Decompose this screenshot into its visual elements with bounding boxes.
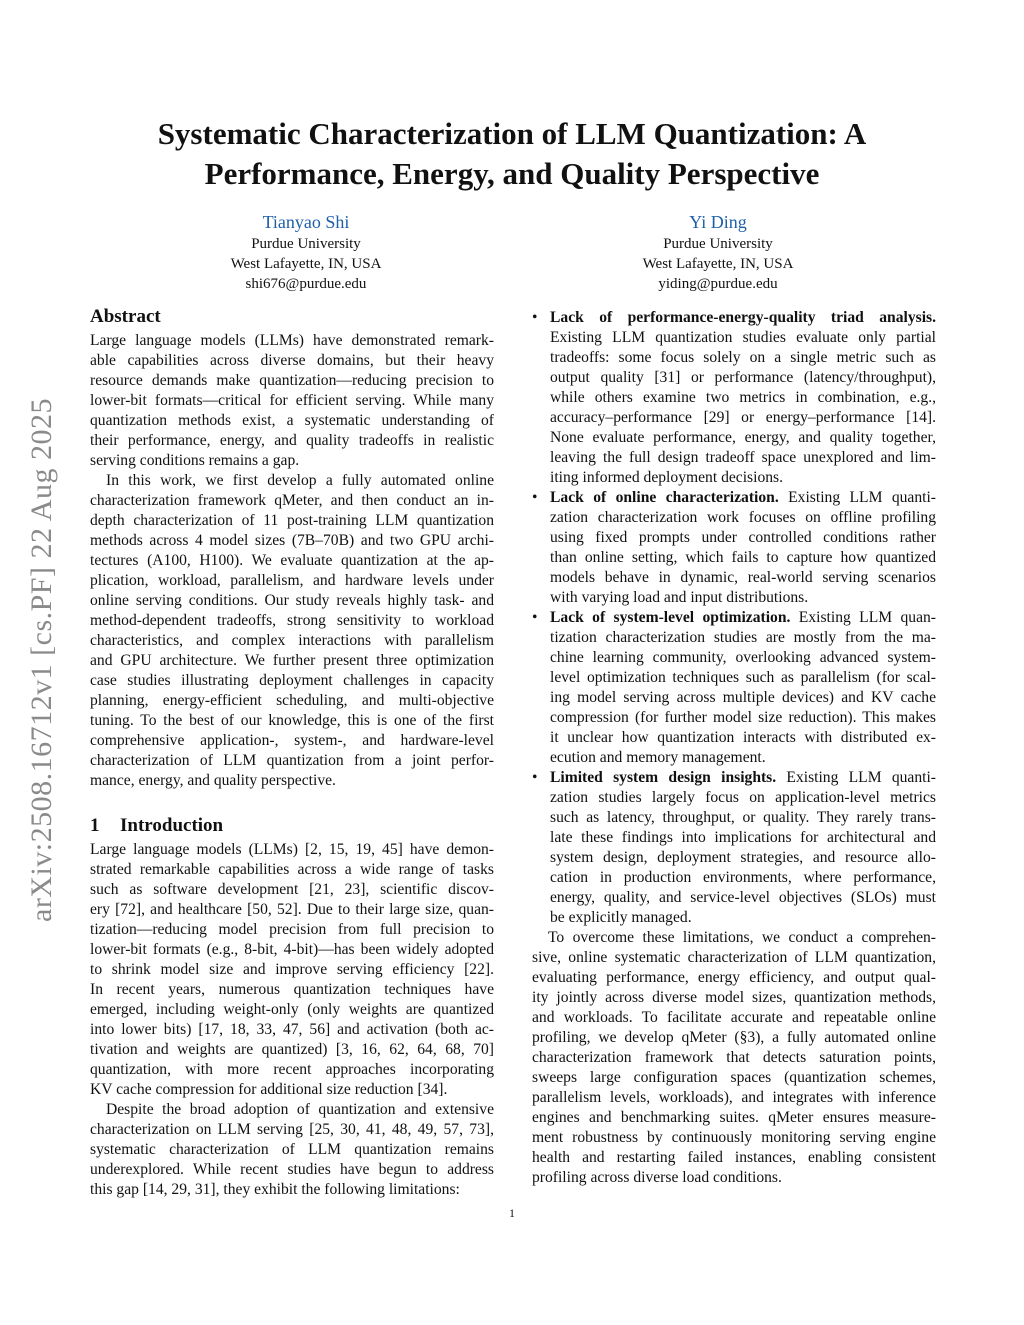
text-line bbox=[532, 668, 936, 688]
author-email: yiding@purdue.edu bbox=[658, 276, 778, 292]
text-line: emerged, including weight-only (only weights are quantized bbox=[90, 1001, 494, 1018]
bullet-text: output quality [31] or performance (latency/throughput), bbox=[550, 369, 936, 386]
text-line bbox=[532, 448, 936, 468]
bullet-text: level optimization techniques such as parallelism (for scal- bbox=[550, 669, 936, 686]
text-line: In recent years, numerous quantization techniques have bbox=[90, 981, 494, 998]
author-block bbox=[568, 210, 868, 294]
text-line: quantization, with more recent approaches incorporating bbox=[90, 1061, 494, 1078]
right-column bbox=[532, 308, 936, 1188]
bullet-icon: • bbox=[532, 489, 538, 506]
text-line: characterization framework qMeter, and then conduct an in- bbox=[90, 492, 494, 509]
text-line: To overcome these limitations, we conduct a comprehen- bbox=[548, 929, 936, 946]
arxiv-identifier: arXiv:2508.16712v1 [cs.PF] 22 Aug 2025 bbox=[25, 398, 58, 922]
text-line: evaluating performance, energy efficiency, and output qual- bbox=[532, 969, 936, 986]
text-line bbox=[532, 528, 936, 548]
text-line: method-dependent tradeoffs, strong sensitivity to workload bbox=[90, 612, 494, 629]
text-line: tuning. To the best of our knowledge, this is one of the first bbox=[90, 712, 494, 729]
text-line bbox=[532, 348, 936, 368]
author-affiliation: Purdue University bbox=[251, 236, 361, 252]
bullet-text: iting informed deployment decisions. bbox=[550, 469, 784, 486]
text-line bbox=[532, 868, 936, 888]
text-line: comprehensive application-, system-, and hardware-level bbox=[90, 732, 494, 749]
author-name[interactable]: Yi Ding bbox=[689, 212, 747, 232]
text-line: such as software development [21, 23], scientific discov- bbox=[90, 881, 494, 898]
bullet-heading: Limited system design insights. bbox=[550, 769, 777, 786]
limitation-bullet-item bbox=[532, 308, 936, 488]
author-location: West Lafayette, IN, USA bbox=[642, 256, 794, 272]
bullet-text: with varying load and input distributions. bbox=[550, 589, 809, 606]
text-line bbox=[532, 628, 936, 648]
bullet-heading: Lack of system-level optimization. bbox=[550, 609, 791, 626]
bullet-icon: • bbox=[532, 309, 538, 326]
bullet-text: tization characterization studies are mostly from the ma- bbox=[550, 629, 936, 646]
text-line: ery [72], and healthcare [50, 52]. Due to their large size, quan- bbox=[90, 901, 494, 918]
bullet-text: Existing LLM quanti- bbox=[778, 489, 937, 506]
bullet-text: cation in production environments, where performance, bbox=[550, 869, 936, 886]
text-line: characteristics, and complex interactions with parallelism bbox=[90, 632, 494, 649]
text-line bbox=[532, 568, 936, 588]
text-line: and workloads. To facilitate accurate and repeatable online bbox=[532, 1009, 936, 1026]
bullet-text: Existing LLM quanti- bbox=[776, 769, 936, 786]
bullet-text: ing model serving across multiple devices) and KV cache bbox=[550, 689, 936, 706]
text-line: KV cache compression for additional size reduction [34]. bbox=[90, 1081, 448, 1098]
bullet-text: it unclear how quantization interacts with distributed ex- bbox=[550, 729, 936, 746]
text-line bbox=[532, 488, 936, 508]
text-line: characterization framework that detects saturation points, bbox=[532, 1049, 936, 1066]
text-line: In this work, we first develop a fully automated online bbox=[106, 472, 494, 489]
text-line bbox=[532, 788, 936, 808]
introduction-section bbox=[90, 814, 494, 1200]
text-line bbox=[532, 408, 936, 428]
bullet-text: zation studies largely focus on application-level metrics bbox=[550, 789, 936, 806]
text-line: planning, energy-efficient scheduling, and multi-objective bbox=[90, 692, 494, 709]
text-line: case studies illustrating deployment challenges in capacity bbox=[90, 672, 494, 689]
text-line bbox=[532, 588, 936, 608]
text-line: health and restarting failed instances, enabling consistent bbox=[532, 1149, 936, 1166]
text-line: lower-bit formats—critical for efficient serving. While many bbox=[90, 392, 494, 409]
author-location: West Lafayette, IN, USA bbox=[230, 256, 382, 272]
text-line bbox=[532, 848, 936, 868]
text-line bbox=[532, 388, 936, 408]
text-line: sweeps large configuration spaces (quantization schemes, bbox=[532, 1069, 936, 1086]
text-line bbox=[532, 768, 936, 788]
text-line bbox=[532, 508, 936, 528]
text-line: plication, workload, parallelism, and hardware levels under bbox=[90, 572, 494, 589]
bullet-text: tradeoffs: some focus solely on a single metric such as bbox=[550, 349, 936, 366]
text-line: ity jointly across diverse model sizes, quantization methods, bbox=[532, 989, 936, 1006]
text-line: characterization of LLM quantization from a joint perfor- bbox=[90, 752, 494, 769]
text-line: quantization methods exist, a systematic understanding of bbox=[90, 412, 494, 429]
author-email: shi676@purdue.edu bbox=[245, 276, 367, 292]
bullet-text: such as latency, throughput, or quality. They rarely trans- bbox=[550, 809, 936, 826]
text-line bbox=[532, 828, 936, 848]
limitation-bullet-item bbox=[532, 768, 936, 928]
text-line: into lower bits) [17, 18, 33, 47, 56] and activation (both ac- bbox=[90, 1021, 494, 1038]
bullet-text: compression (for further model size reduction). This makes bbox=[550, 709, 936, 726]
bullet-text: system design, deployment strategies, and resource allo- bbox=[550, 849, 936, 866]
text-line bbox=[532, 428, 936, 448]
author-block bbox=[156, 210, 456, 294]
bullet-text: accuracy–performance [29] or energy–performance [14]. bbox=[550, 409, 936, 426]
text-line: serving conditions remains a gap. bbox=[90, 452, 300, 469]
section-title: Introduction bbox=[120, 815, 224, 836]
text-line: sive, online systematic characterization of LLM quantization, bbox=[532, 949, 936, 966]
text-line: characterization on LLM serving [25, 30, 41, 48, 49, 57, 73], bbox=[90, 1121, 494, 1138]
bullet-text: than online setting, which fails to capture how quantized bbox=[550, 549, 936, 566]
text-line bbox=[532, 808, 936, 828]
bullet-text: ecution and memory management. bbox=[550, 749, 766, 766]
text-line: underexplored. While recent studies have begun to address bbox=[90, 1161, 494, 1178]
bullet-text: late these findings into implications for architectural and bbox=[550, 829, 936, 846]
text-line: Large language models (LLMs) [2, 15, 19, 45] have demon- bbox=[90, 841, 494, 858]
limitation-bullet-item bbox=[532, 488, 936, 608]
bullet-text: Existing LLM quantization studies evaluate only partial bbox=[550, 329, 936, 346]
text-line: methods across 4 model sizes (7B–70B) and two GPU archi- bbox=[90, 532, 494, 549]
text-line: mance, energy, and quality perspective. bbox=[90, 772, 336, 789]
bullet-text: models behave in dynamic, real-world serving scenarios bbox=[550, 569, 936, 586]
title-line: Performance, Energy, and Quality Perspective bbox=[204, 156, 820, 191]
text-line: profiling across diverse load conditions. bbox=[532, 1169, 782, 1186]
text-line bbox=[532, 368, 936, 388]
bullet-text: energy, quality, and service-level objectives (SLOs) must bbox=[550, 889, 936, 906]
text-line: strated remarkable capabilities across a wide range of tasks bbox=[90, 861, 494, 878]
bullet-text: Existing LLM quan- bbox=[790, 609, 936, 626]
text-line bbox=[532, 888, 936, 908]
bullet-text: chine learning community, overlooking advanced system- bbox=[550, 649, 936, 666]
text-line bbox=[532, 648, 936, 668]
text-line: tivation and weights are quantized) [3, 16, 62, 64, 68, 70] bbox=[90, 1041, 494, 1058]
text-line bbox=[532, 748, 936, 768]
text-line: their performance, energy, and quality tradeoffs in realistic bbox=[90, 432, 494, 449]
text-line bbox=[532, 328, 936, 348]
text-line: online serving conditions. Our study reveals highly task- and bbox=[90, 592, 494, 609]
bullet-icon: • bbox=[532, 769, 538, 786]
bullet-text: using fixed prompts under controlled conditions rather bbox=[550, 529, 936, 546]
text-line: profiling, we develop qMeter (§3), a fully automated online bbox=[532, 1029, 936, 1046]
section-heading bbox=[90, 814, 494, 840]
text-line bbox=[532, 908, 936, 928]
bullet-heading: Lack of online characterization. bbox=[550, 489, 779, 506]
text-line: ment robustness by continuously monitoring serving engine bbox=[532, 1129, 936, 1146]
text-line bbox=[532, 548, 936, 568]
text-line: able capabilities across diverse domains, but their heavy bbox=[90, 352, 494, 369]
text-line bbox=[532, 608, 936, 628]
paper-title bbox=[0, 114, 1024, 194]
text-line: this gap [14, 29, 31], they exhibit the following limitations: bbox=[90, 1181, 460, 1198]
text-line bbox=[532, 468, 936, 488]
bullet-text: None evaluate performance, energy, and quality together, bbox=[550, 429, 936, 446]
text-line: to shrink model size and improve serving efficiency [22]. bbox=[90, 961, 494, 978]
abstract-section bbox=[90, 305, 494, 791]
bullet-text: while others examine two metrics in combination, e.g., bbox=[550, 389, 936, 406]
text-line: Despite the broad adoption of quantization and extensive bbox=[106, 1101, 494, 1118]
text-line: depth characterization of 11 post-training LLM quantization bbox=[90, 512, 494, 529]
text-line bbox=[532, 688, 936, 708]
abstract-heading: Abstract bbox=[90, 306, 161, 327]
author-name[interactable]: Tianyao Shi bbox=[262, 212, 350, 232]
bullet-text: zation characterization work focuses on offline profiling bbox=[550, 509, 936, 526]
author-affiliation: Purdue University bbox=[663, 236, 773, 252]
text-line: tization—reducing model precision from full precision to bbox=[90, 921, 494, 938]
text-line: resource demands make quantization—reducing precision to bbox=[90, 372, 494, 389]
limitation-bullet-item bbox=[532, 608, 936, 768]
text-line: parallelism levels, workloads), and integrates with inference bbox=[532, 1089, 936, 1106]
page-number: 1 bbox=[509, 1206, 515, 1220]
section-number: 1 bbox=[90, 815, 100, 836]
title-line: Systematic Characterization of LLM Quantization: A bbox=[157, 116, 867, 151]
bullet-icon: • bbox=[532, 609, 538, 626]
text-line bbox=[532, 728, 936, 748]
text-line: lower-bit formats (e.g., 8-bit, 4-bit)—has been widely adopted bbox=[90, 941, 494, 958]
text-line: engines and benchmarking suites. qMeter ensures measure- bbox=[532, 1109, 936, 1126]
text-line bbox=[532, 708, 936, 728]
text-line: tectures (A100, H100). We evaluate quantization at the ap- bbox=[90, 552, 494, 569]
text-line: systematic characterization of LLM quantization remains bbox=[90, 1141, 494, 1158]
bullet-text: leaving the full design tradeoff space unexplored and lim- bbox=[550, 449, 936, 466]
bullet-text: be explicitly managed. bbox=[550, 909, 692, 926]
text-line bbox=[532, 308, 936, 328]
bullet-heading: Lack of performance-energy-quality triad analysis. bbox=[550, 309, 936, 326]
text-line: and GPU architecture. We further present three optimization bbox=[90, 652, 494, 669]
text-line: Large language models (LLMs) have demonstrated remark- bbox=[90, 332, 494, 349]
